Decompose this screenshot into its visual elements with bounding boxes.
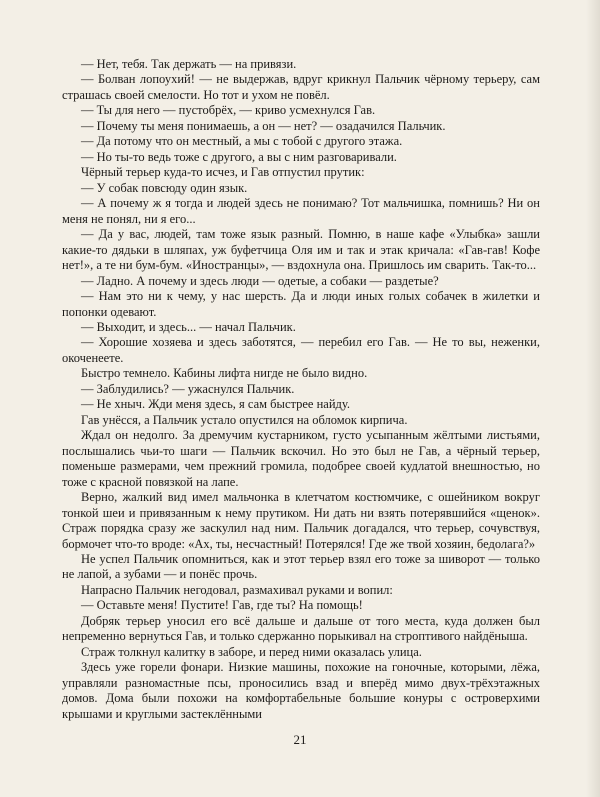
paragraph: Страж толкнул калитку в заборе, и перед ними оказалась улица. <box>81 644 422 659</box>
paragraph: — Да потому что он местный, а мы с тобой с другого этажа. <box>81 134 403 149</box>
paragraph: Гав унёсся, а Пальчик устало опустился на обломок кирпича. <box>81 412 408 427</box>
paragraph: — Почему ты меня понимаешь, а он — нет? — озадачился Пальчик. <box>81 118 446 133</box>
paragraph: — Но ты-то ведь тоже с другого, а вы с ним разговаривали. <box>81 149 397 164</box>
paragraph: — У собак повсюду один язык. <box>81 180 248 195</box>
paragraph: — Да у вас, людей, там тоже язык разный. Помню, в наше кафе «Улыбка» зашли какие-то дядьки в шляпах, уж буфетчица Оля им и так и этак кричала: «Гав-гав! Кофе нет!», а те ни бум-бум. «Иностранцы», — вздохнула она. Пришлось им сварить. Так-то... <box>62 227 540 273</box>
paragraph: Чёрный терьер куда-то исчез, и Гав отпустил прутик: <box>81 165 365 180</box>
paragraph: Здесь уже горели фонари. Низкие машины, похожие на гоночные, которыми, лёжа, управляли разномастные псы, проносились взад и вперёд мимо двух-трёхэтажных домов. Дома были похожи на комфортабельные большие конуры с островерхими крышами и круглыми застеклёнными <box>62 660 540 721</box>
paragraph: — А почему ж я тогда и людей здесь не понимаю? Тот мальчишка, помнишь? Ни он меня не понял, ни я его... <box>62 196 540 226</box>
paragraph: — Ладно. А почему и здесь люди — одетые, а собаки — раздетые? <box>81 273 439 288</box>
paragraph: — Оставьте меня! Пустите! Гав, где ты? На помощь! <box>81 598 363 613</box>
paragraph: — Заблудились? — ужаснулся Пальчик. <box>81 381 295 396</box>
paragraph: Напрасно Пальчик негодовал, размахивал руками и вопил: <box>81 582 393 597</box>
paragraph: — Нам это ни к чему, у нас шерсть. Да и люди иных голых собачек в жилетки и попонки одевают. <box>62 289 540 319</box>
body-text <box>62 57 540 722</box>
paragraph: Быстро темнело. Кабины лифта нигде не было видно. <box>81 366 368 381</box>
paragraph: — Нет, тебя. Так держать — на привязи. <box>81 57 297 71</box>
paragraph: — Не хныч. Жди меня здесь, я сам быстрее найду. <box>81 397 350 412</box>
paragraph: Ждал он недолго. За дремучим кустарником, густо усыпанным жёлтыми листьями, послышались чьи-то шаги — Пальчик вскочил. Но это был не Гав, а чёрный терьер, поменьше размерами, чем прежний громила, подобрее своей кудлатой внешностью, но тоже с красной повязкой на лапе. <box>62 428 540 489</box>
paragraph: — Ты для него — пустобрёх, — криво усмехнулся Гав. <box>81 103 376 118</box>
paragraph: Верно, жалкий вид имел мальчонка в клетчатом костюмчике, с ошейником вокруг тонкой шеи и привязанным к нему прутиком. Ни дать ни взять потерявшийся «щенок». Страж порядка сразу же заскулил над ним. Пальчик догадался, что терьер, сочувствуя, бормочет что-то вроде: «Ах, ты, несчастный! Потерялся! Где же твой хозяин, бедолага?» <box>62 490 540 551</box>
paragraph: — Болван лопоухий! — не выдержав, вдруг крикнул Пальчик чёрному терьеру, сам страшась своей смелости. Но тот и ухом не повёл. <box>62 72 540 102</box>
paragraph: Добряк терьер уносил его всё дальше и дальше от того места, куда должен был непременно вернуться Гав, и только сдержанно порыкивал на строптивого найдёныша. <box>62 613 540 644</box>
page-edge-shadow <box>586 0 600 797</box>
page-number: 21 <box>293 732 307 747</box>
paragraph: Не успел Пальчик опомниться, как и этот терьер взял его тоже за шиворот — только не лапой, а зубами — и понёс прочь. <box>62 552 540 582</box>
paragraph: — Хорошие хозяева и здесь заботятся, — перебил его Гав. — Не то вы, неженки, окоченеете. <box>62 335 540 365</box>
paragraph: — Выходит, и здесь... — начал Пальчик. <box>81 319 296 334</box>
